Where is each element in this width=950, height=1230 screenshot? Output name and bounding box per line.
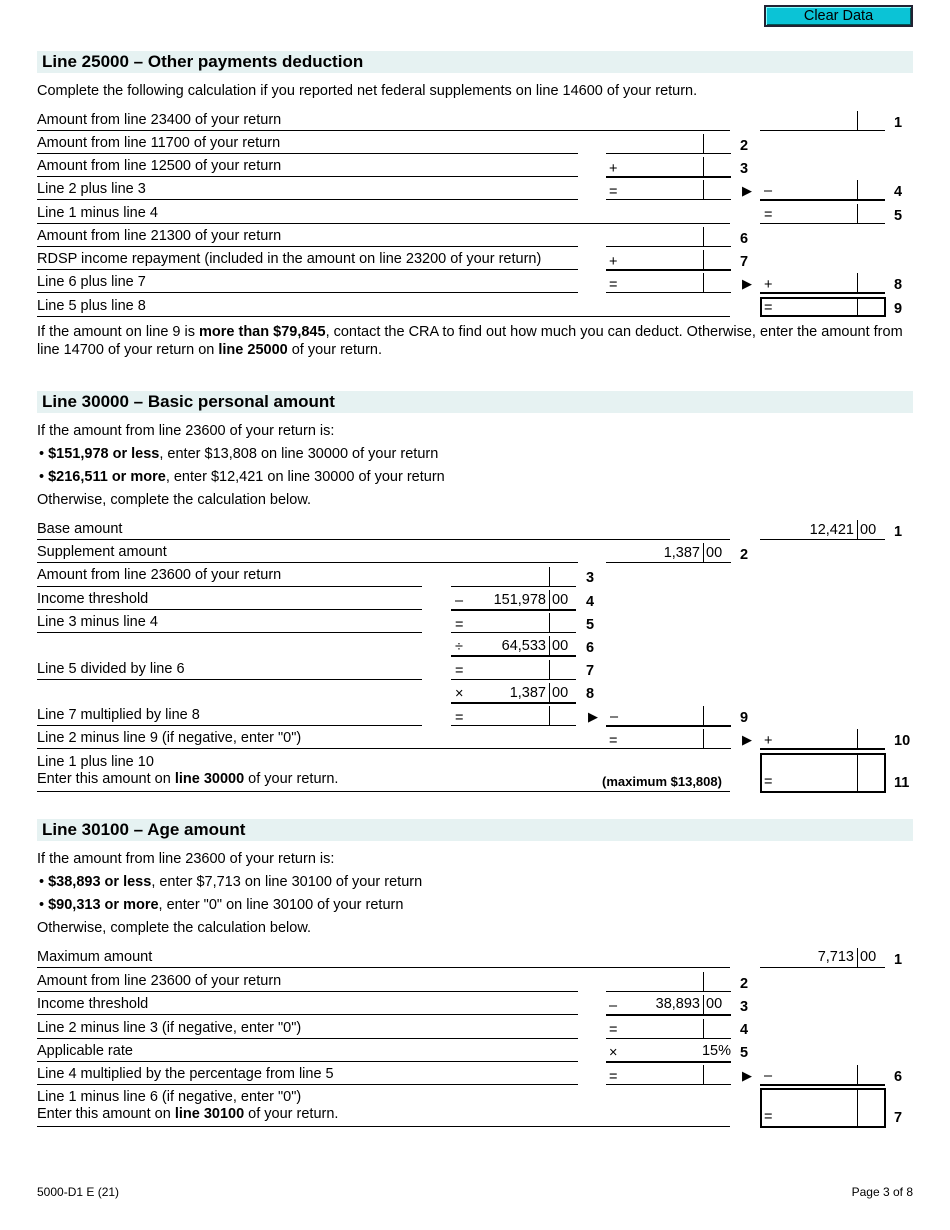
input-line-2[interactable] — [606, 991, 731, 992]
input-line-8a[interactable] — [606, 292, 731, 293]
form-number: 5000-D1 E (21) — [37, 1185, 120, 1199]
input-line-4[interactable] — [606, 1038, 731, 1039]
arrow-icon: ▶ — [588, 709, 598, 724]
line-number: 11 — [894, 775, 910, 791]
minus-sign: – — [455, 593, 464, 609]
input-line-10a[interactable] — [606, 748, 731, 749]
row-label: Amount from line 12500 of your return — [37, 158, 282, 174]
amount-value: 1,387 — [663, 545, 700, 561]
line-number: 10 — [894, 733, 911, 749]
line-number: 1 — [894, 524, 903, 540]
equals-sign: = — [609, 184, 618, 200]
row-label: Applicable rate — [37, 1043, 133, 1059]
line-number: 8 — [894, 277, 903, 293]
section-intro: Complete the following calculation if you reported net federal supplements on line 14600 of your return. — [37, 83, 698, 99]
line-number: 7 — [586, 663, 595, 679]
row-label: Maximum amount — [37, 949, 153, 965]
equals-sign: = — [455, 663, 464, 679]
line-number: 9 — [740, 710, 749, 726]
section-title: Line 30000 – Basic personal amount — [42, 392, 335, 411]
equals-sign: = — [764, 774, 773, 790]
row-label: Line 2 minus line 3 (if negative, enter "0") — [37, 1020, 302, 1036]
line-number: 5 — [740, 1045, 749, 1061]
line-number: 3 — [586, 570, 595, 586]
row-label: Line 2 minus line 9 (if negative, enter "0") — [37, 730, 302, 746]
line-number: 4 — [894, 184, 903, 200]
row-label: RDSP income repayment (included in the amount on line 23200 of your return) — [37, 251, 542, 267]
amount-value: 38,893 — [655, 996, 700, 1012]
line-number: 9 — [894, 301, 903, 317]
input-line-3[interactable] — [606, 176, 731, 178]
equals-sign: = — [609, 1069, 618, 1085]
input-line-5[interactable] — [451, 632, 576, 633]
line-number: 3 — [740, 161, 749, 177]
input-line-8[interactable] — [451, 702, 576, 704]
line-number: 1 — [894, 952, 903, 968]
row-label: Amount from line 11700 of your return — [37, 135, 281, 151]
equals-sign: = — [764, 1109, 773, 1125]
cents-value: 00 — [706, 545, 723, 561]
times-sign: × — [609, 1045, 618, 1061]
times-sign: × — [455, 686, 464, 702]
line-number: 7 — [740, 254, 749, 270]
arrow-icon: ▶ — [742, 183, 752, 198]
row-label: Income threshold — [37, 996, 149, 1012]
cents-value: 00 — [552, 638, 569, 654]
input-line-1[interactable] — [760, 539, 885, 540]
result-box-line-11[interactable] — [760, 753, 886, 793]
equals-sign: = — [609, 1022, 618, 1038]
row-label: Supplement amount — [37, 544, 167, 560]
line-9-note: If the amount on line 9 is more than $79,845, contact the CRA to find out how much you can deduct. Otherwise, enter the amount from line 14700 of your return on line 25000 of your return. — [37, 324, 903, 358]
input-line-9[interactable] — [606, 725, 731, 727]
amount-value: 12,421 — [809, 522, 854, 538]
line-number: 2 — [740, 976, 749, 992]
line-number: 1 — [894, 115, 903, 131]
equals-sign: = — [764, 300, 773, 316]
section-header-line-25000 — [37, 51, 913, 73]
row-label: Line 1 minus line 4 — [37, 205, 158, 221]
minus-sign: – — [610, 709, 619, 725]
amount-value: 1,387 — [509, 685, 546, 701]
result-box-line-9[interactable] — [760, 297, 886, 317]
line-number: 7 — [894, 1110, 903, 1126]
input-line-6[interactable] — [760, 1084, 885, 1086]
cents-value: 00 — [860, 522, 877, 538]
bullet-item: • $151,978 or less, enter $13,808 on line 30000 of your return — [39, 446, 439, 462]
equals-sign: = — [764, 207, 773, 223]
input-line-7[interactable] — [451, 679, 576, 680]
input-line-4[interactable] — [451, 609, 576, 611]
plus-sign: + — [764, 277, 773, 293]
input-line-3[interactable] — [606, 1014, 731, 1016]
section-header-line-30000 — [37, 391, 913, 413]
otherwise-text: Otherwise, complete the calculation below. — [37, 920, 312, 936]
input-line-7[interactable] — [606, 269, 731, 271]
input-line-8[interactable] — [760, 292, 885, 294]
row-label: Income threshold — [37, 591, 149, 607]
maximum-note: (maximum $13,808) — [602, 774, 722, 789]
divide-sign: ÷ — [455, 639, 463, 655]
row-label: Line 4 multiplied by the percentage from line 5 — [37, 1066, 334, 1082]
input-line-1[interactable] — [760, 967, 885, 968]
input-line-4a[interactable] — [606, 199, 731, 200]
plus-sign: + — [764, 733, 773, 749]
row-label: Amount from line 23600 of your return — [37, 567, 282, 583]
line-number: 5 — [586, 617, 595, 633]
bullet-item: • $90,313 or more, enter "0" on line 30100 of your return — [39, 897, 404, 913]
input-line-3[interactable] — [451, 586, 576, 587]
cents-value: 00 — [552, 592, 569, 608]
input-line-2[interactable] — [606, 153, 731, 154]
line-number: 2 — [740, 547, 749, 563]
equals-sign: = — [609, 277, 618, 293]
enter-instruction: Enter this amount on line 30000 of your return. — [37, 771, 339, 787]
amount-value: 64,533 — [501, 638, 546, 654]
arrow-icon: ▶ — [742, 1068, 752, 1083]
input-line-6[interactable] — [451, 655, 576, 657]
input-line-9a[interactable] — [451, 725, 576, 726]
page-number: Page 3 of 8 — [851, 1185, 913, 1199]
section-intro: If the amount from line 23600 of your return is: — [37, 851, 335, 867]
cents-value: 00 — [706, 996, 723, 1012]
input-rate[interactable] — [606, 1061, 731, 1063]
row-label: Amount from line 21300 of your return — [37, 228, 282, 244]
line-number: 6 — [894, 1069, 903, 1085]
minus-sign: – — [764, 1068, 773, 1084]
clear-data-button[interactable]: Clear Data — [764, 5, 913, 27]
input-line-2[interactable] — [606, 562, 731, 563]
line-number: 5 — [894, 208, 903, 224]
amount-value: 151,978 — [493, 592, 546, 608]
section-title: Line 30100 – Age amount — [42, 820, 246, 839]
amount-value: 7,713 — [817, 949, 854, 965]
row-label: Line 7 multiplied by line 8 — [37, 707, 200, 723]
row-label: Line 5 plus line 8 — [37, 298, 146, 314]
input-line-4[interactable] — [760, 199, 885, 201]
row-label: Line 2 plus line 3 — [37, 181, 146, 197]
section-intro: If the amount from line 23600 of your return is: — [37, 423, 335, 439]
row-label: Line 6 plus line 7 — [37, 274, 146, 290]
arrow-icon: ▶ — [742, 276, 752, 291]
row-label: Line 3 minus line 4 — [37, 614, 158, 630]
row-label: Line 5 divided by line 6 — [37, 661, 185, 677]
line-number: 4 — [586, 594, 595, 610]
input-line-5[interactable] — [760, 223, 885, 224]
line-number: 6 — [586, 640, 595, 656]
equals-sign: = — [455, 710, 464, 726]
input-line-6a[interactable] — [606, 1084, 731, 1085]
rate-value: 15% — [701, 1043, 731, 1059]
equals-sign: = — [455, 617, 464, 633]
cents-value: 00 — [552, 685, 569, 701]
line-number: 2 — [740, 138, 749, 154]
equals-sign: = — [609, 733, 618, 749]
bullet-item: • $38,893 or less, enter $7,713 on line 30100 of your return — [39, 874, 423, 890]
input-line-6[interactable] — [606, 246, 731, 247]
input-line-10[interactable] — [760, 748, 885, 750]
result-box-line-7[interactable] — [760, 1088, 886, 1128]
plus-sign: + — [609, 161, 618, 177]
row-label: Line 1 minus line 6 (if negative, enter "0") — [37, 1089, 302, 1105]
cents-value: 00 — [860, 949, 877, 965]
row-label: Amount from line 23600 of your return — [37, 973, 282, 989]
input-line-1[interactable] — [760, 130, 885, 131]
arrow-icon: ▶ — [742, 732, 752, 747]
line-number: 4 — [740, 1022, 749, 1038]
section-title: Line 25000 – Other payments deduction — [42, 52, 364, 71]
otherwise-text: Otherwise, complete the calculation below. — [37, 492, 312, 508]
row-label: Amount from line 23400 of your return — [37, 112, 282, 128]
bullet-item: • $216,511 or more, enter $12,421 on line 30000 of your return — [39, 469, 445, 485]
enter-instruction: Enter this amount on line 30100 of your return. — [37, 1106, 339, 1122]
line-number: 3 — [740, 999, 749, 1015]
row-label: Line 1 plus line 10 — [37, 754, 154, 770]
plus-sign: + — [609, 254, 618, 270]
minus-sign: – — [609, 998, 618, 1014]
line-number: 8 — [586, 686, 595, 702]
line-number: 6 — [740, 231, 749, 247]
section-header-line-30100 — [37, 819, 913, 841]
row-label: Base amount — [37, 521, 123, 537]
minus-sign: – — [764, 183, 773, 199]
